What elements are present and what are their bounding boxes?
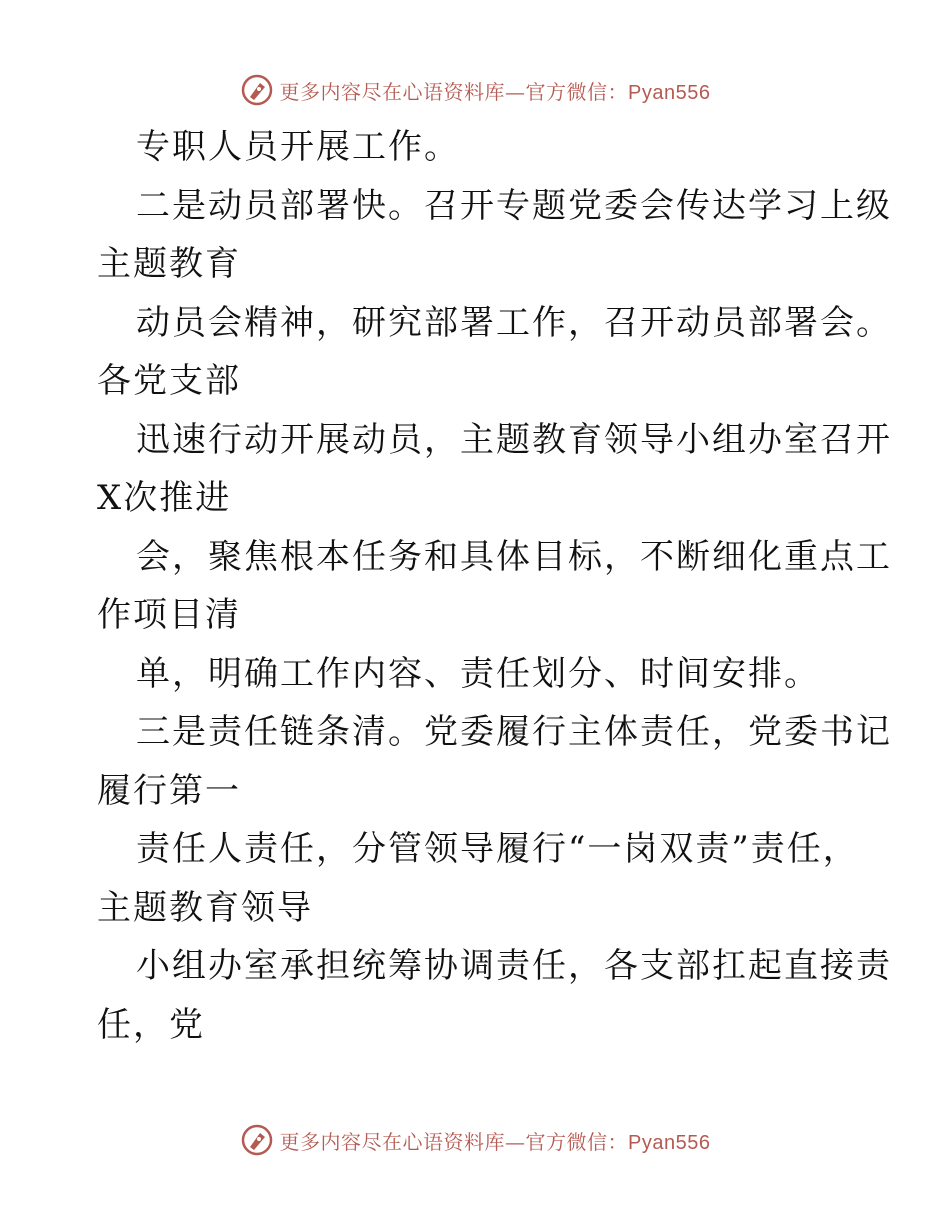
body-text-line: 小组办室承担统筹协调责任，各支部扛起直接责 bbox=[136, 946, 892, 986]
body-text-line: 专职人员开展工作。 bbox=[136, 127, 460, 167]
body-text-line: 动员会精神，研究部署工作，召开动员部署会。 bbox=[136, 302, 892, 343]
body-text-line: 三是责任链条清。党委履行主体责任，党委书记 bbox=[136, 712, 892, 752]
footer-watermark bbox=[0, 1120, 950, 1160]
body-text-line: 二是动员部署快。召开专题党委会传达学习上级 bbox=[136, 185, 892, 226]
body-text-line: 各党支部 bbox=[97, 361, 241, 401]
body-text-line: 责任人责任，分管领导履行“一岗双责”责任， bbox=[136, 829, 859, 869]
body-text-line: X次推进 bbox=[97, 478, 232, 518]
body-text-line: 作项目清 bbox=[97, 595, 241, 635]
header-watermark bbox=[0, 70, 950, 110]
body-text-line: 会，聚焦根本任务和具体目标，不断细化重点工 bbox=[136, 536, 892, 577]
body-text-line: 主题教育 bbox=[97, 244, 241, 284]
pen-nib-circle-icon bbox=[240, 1123, 274, 1157]
body-text-line: 单，明确工作内容、责任划分、时间安排。 bbox=[136, 653, 820, 694]
body-text-line: 任，党 bbox=[97, 1004, 205, 1045]
body-text-line: 履行第一 bbox=[97, 770, 241, 811]
body-text-line: 迅速行动开展动员，主题教育领导小组办室召开 bbox=[136, 419, 892, 460]
watermark-text: 更多内容尽在心语资料库—官方微信：Pyan556 bbox=[279, 1129, 711, 1154]
watermark-text: 更多内容尽在心语资料库—官方微信：Pyan556 bbox=[279, 79, 711, 104]
body-text-line: 主题教育领导 bbox=[97, 887, 313, 928]
pen-nib-circle-icon bbox=[240, 73, 274, 107]
